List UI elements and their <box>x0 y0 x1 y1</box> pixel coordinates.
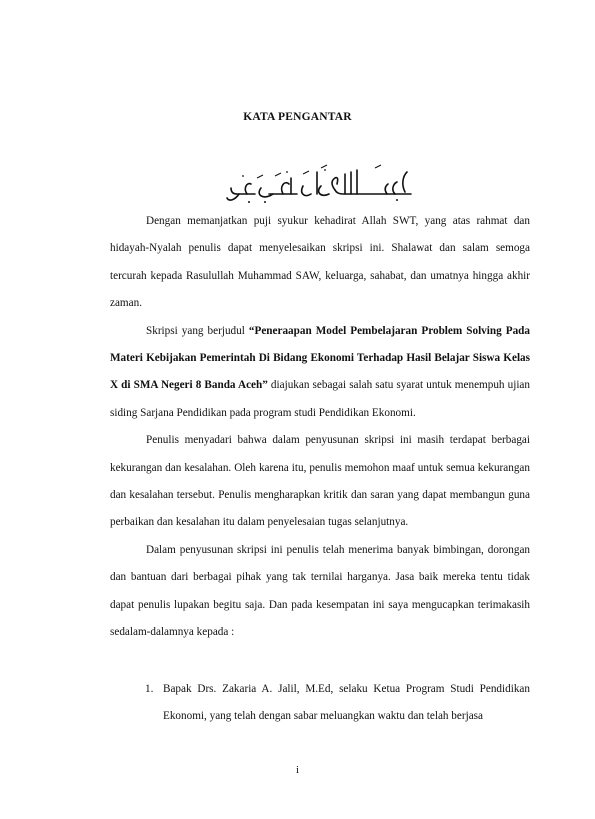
paragraph-3: Penulis menyadari bahwa dalam penyusunan skripsi ini masih terdapat berbagai kekurangan dan kesalahan. Oleh karena itu, penulis memohon maaf untuk semua kekurangan dan kesalahan tersebut. Penulis mengharapkan kritik dan saran yang dapat membangun guna perbaikan dan kesalahan itu dalam penyelesaian tugas selanjutnya. <box>110 434 530 529</box>
paragraph-2 <box>110 318 530 428</box>
acknowledgement-list <box>145 676 530 731</box>
paragraph-4: Dalam penyusunan skripsi ini penulis telah menerima banyak bimbingan, dorongan dan bantuan dari berbagai pihak yang tak ternilai harganya. Jasa baik mereka tentu tidak dapat penulis lupakan begitu saja. Dan pada kesempatan ini saya mengucapkan terimakasih sedalam-dalamnya kepada : <box>110 543 530 639</box>
list-item-number: 1. <box>145 683 154 695</box>
page-number: i <box>295 764 300 776</box>
paragraph-2-lead: Skripsi yang berjudul <box>146 324 249 337</box>
body-text <box>110 208 530 647</box>
list-item <box>145 676 530 731</box>
paragraph-1: Dengan memanjatkan puji syukur kehadirat Allah SWT, yang atas rahmat dan hidayah-Nyalah penulis dapat menyelesaikan skripsi ini. Shalawat dan salam semoga tercurah kepada Rasulullah Muhammad SAW, keluarga, sahabat, dan umatnya hingga akhir zaman. <box>110 215 530 310</box>
paragraph-2-rest: diajukan sebagai salah satu syarat untuk menempuh ujian siding Sarjana Pendidikan pada program studi Pendidikan Ekonomi. <box>110 379 530 419</box>
basmalah-calligraphy <box>225 160 415 208</box>
list-item-text: Bapak Drs. Zakaria A. Jalil, M.Ed, selaku Ketua Program Studi Pendidikan Ekonomi, yang telah dengan sabar meluangkan waktu dan telah berjasa <box>163 683 530 723</box>
page-title: KATA PENGANTAR <box>243 111 352 123</box>
thesis-title: “Peneraapan Model Pembelajaran Problem Solving Pada Materi Kebijakan Pemerintah Di Bidang Ekonomi Terhadap Hasil Belajar Siswa Kelas X di SMA Negeri 8 Banda Aceh” <box>110 324 530 392</box>
